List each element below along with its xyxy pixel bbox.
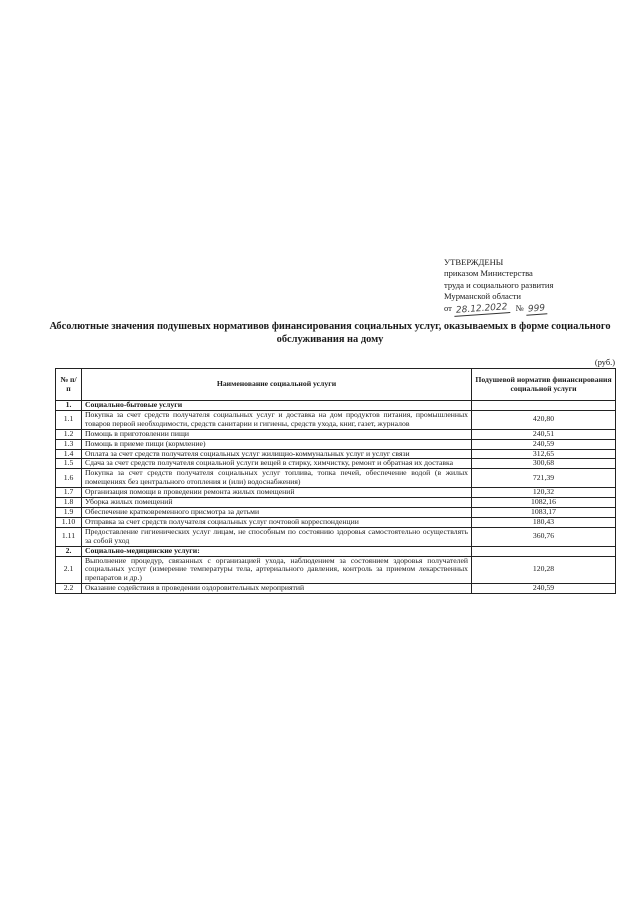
row-number: 1.10 [56,517,82,527]
table-row [56,527,616,546]
service-name: Покупка за счет средств получателя социальных услуг и доставка на дом продуктов питания, промышленных товаров первой необходимости, средств санитарии и гигиены, средств ухода, книг, газет, журналов [82,410,472,429]
row-number: 1.11 [56,527,82,546]
approval-line-4: Мурманской области [444,291,522,302]
table-row [56,469,616,488]
table-row [56,498,616,508]
norm-value [472,401,616,411]
table-header-row [56,369,616,401]
table-row [56,429,616,439]
service-name: Помощь в приеме пищи (кормление) [82,439,472,449]
row-number: 1.4 [56,449,82,459]
service-name: Уборка жилых помещений [82,498,472,508]
table-row [56,439,616,449]
date-prefix: от [444,302,452,313]
table-row [56,488,616,498]
header-name: Наименование социальной услуги [82,369,472,401]
norm-value: 240,51 [472,429,616,439]
norm-value: 180,43 [472,517,616,527]
approval-line-1: УТВЕРЖДЕНЫ [444,257,504,267]
norm-value: 240,59 [472,439,616,449]
number-label: № [515,302,524,313]
norm-value: 312,65 [472,449,616,459]
norm-value: 721,39 [472,469,616,488]
norms-table [55,368,616,594]
service-name: Выполнение процедур, связанных с организацией ухода, наблюдением за состоянием здоровья получателей социальных услуг (измерение температуры тела, артериального давления, контроль за приемом лекарственных препаратов и др.) [82,556,472,584]
table-row [56,449,616,459]
handwritten-number: 999 [526,303,548,315]
table-row [56,584,616,594]
row-number: 1.6 [56,469,82,488]
table-row [56,517,616,527]
approval-block [444,257,614,315]
approval-line-3: труда и социального развития [444,279,554,290]
service-name: Отправка за счет средств получателя социальных услуг почтовой корреспонденции [82,517,472,527]
norm-value: 360,76 [472,527,616,546]
row-number: 1.1 [56,410,82,429]
norm-value [472,546,616,556]
norm-value: 120,32 [472,488,616,498]
row-number: 1.8 [56,498,82,508]
norm-value: 420,80 [472,410,616,429]
currency-unit: (руб.) [594,358,615,367]
section-row [56,401,616,411]
row-number: 1.7 [56,488,82,498]
row-number: 2.1 [56,556,82,584]
norm-value: 120,28 [472,556,616,584]
header-value: Подушевой норматив финансирования социальной услуги [472,369,616,401]
table-row [56,459,616,469]
service-name: Оказание содействия в проведении оздоровительных мероприятий [82,584,472,594]
section-row [56,546,616,556]
table-row [56,556,616,584]
service-name: Сдача за счет средств получателя социальной услуги вещей в стирку, химчистку, ремонт и обратная их доставка [82,459,472,469]
service-name: Социально-бытовые услуги [82,401,472,411]
service-name: Обеспечение кратковременного присмотра за детьми [82,507,472,517]
document-title: Абсолютные значения подушевых нормативов финансирования социальных услуг, оказываемых в форме социального обслуживания на дому [49,321,611,345]
service-name: Покупка за счет средств получателя социальных услуг топлива, топка печей, обеспечение водой (в жилых помещениях без центрального отопления и (или) водоснабжения) [82,469,472,488]
service-name: Социально-медицинские услуги: [82,546,472,556]
approval-date-line [444,303,614,315]
approval-line-2: приказом Министерства [444,268,533,279]
table-body [56,401,616,594]
table-row [56,410,616,429]
service-name: Предоставление гигиенических услуг лицам, не способным по состоянию здоровья самостоятельно осуществлять за собой уход [82,527,472,546]
norm-value: 1082,16 [472,498,616,508]
service-name: Помощь в приготовлении пищи [82,429,472,439]
row-number: 1.2 [56,429,82,439]
table-row [56,507,616,517]
row-number: 1. [56,401,82,411]
row-number: 1.9 [56,507,82,517]
row-number: 1.3 [56,439,82,449]
header-num: № п/п [56,369,82,401]
norm-value: 1083,17 [472,507,616,517]
norm-value: 240,59 [472,584,616,594]
handwritten-date: 28.12.2022 [454,302,510,317]
norm-value: 300,68 [472,459,616,469]
row-number: 2.2 [56,584,82,594]
row-number: 1.5 [56,459,82,469]
service-name: Организация помощи в проведении ремонта жилых помещений [82,488,472,498]
service-name: Оплата за счет средств получателя социальных услуг жилищно-коммунальных услуг и услуг связи [82,449,472,459]
row-number: 2. [56,546,82,556]
